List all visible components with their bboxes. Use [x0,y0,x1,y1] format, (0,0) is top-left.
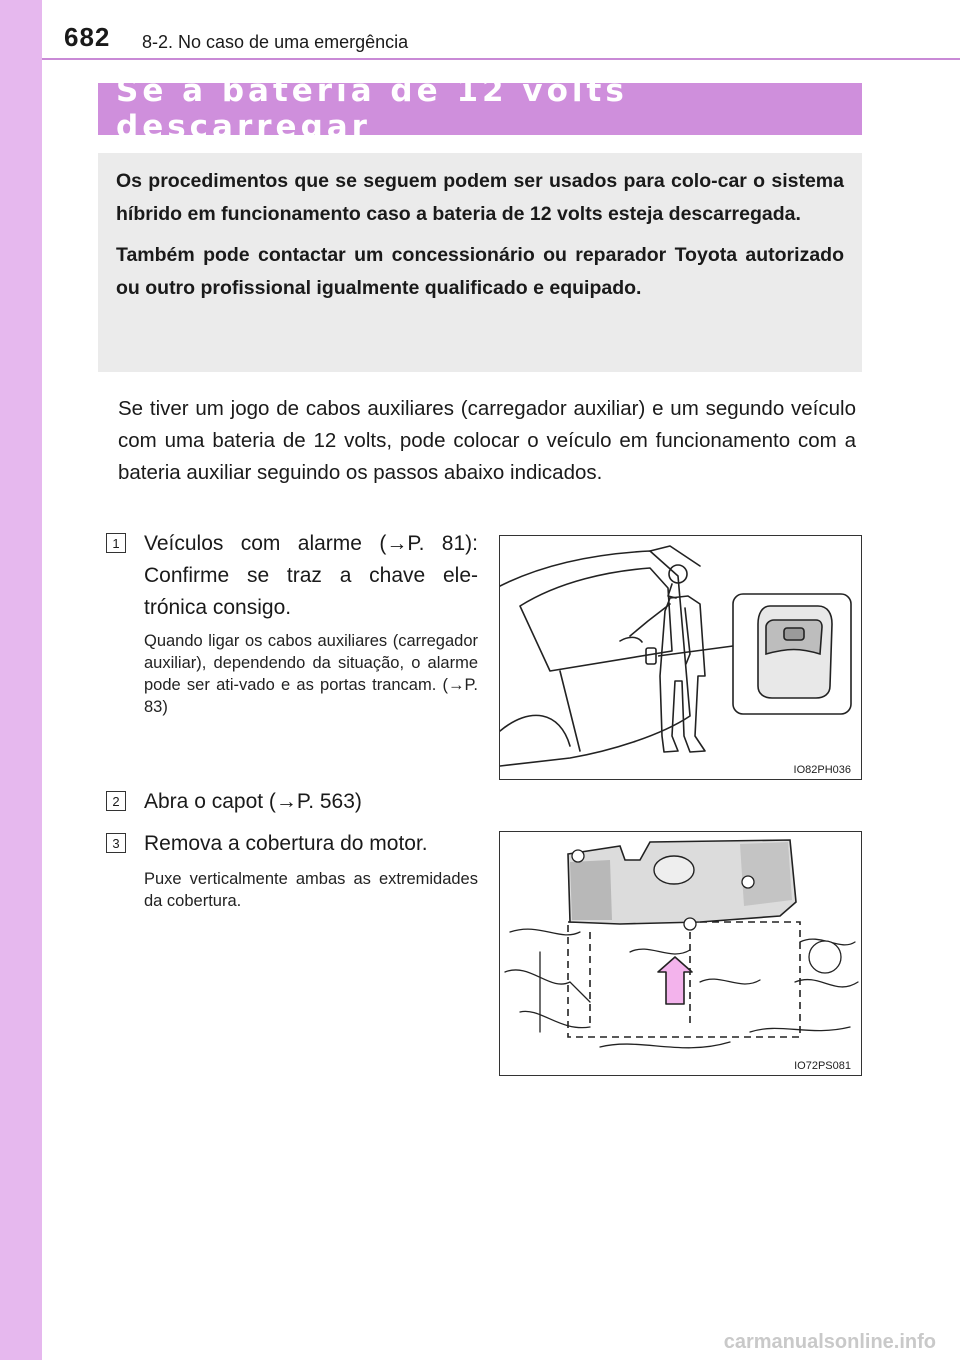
chapter-title: 8-2. No caso de uma emergência [142,32,409,52]
step-1-note: Quando ligar os cabos auxiliares (carregador auxiliar), dependendo da situação, o alarme pode ser ati-vado e as portas trancam. (→P. 83) [144,632,478,716]
body-paragraph: Se tiver um jogo de cabos auxiliares (carregador auxiliar) e um segundo veículo com uma bateria de 12 volts, pode colocar o veículo em funcionamento com a bateria auxiliar seguindo os passos abaixo indicados. [118,397,856,484]
step-3-text: Remova a cobertura do motor. [144,832,428,855]
engine-cover-illustration [500,832,862,1076]
section-title: Se a bateria de 12 volts descarregar [116,73,628,145]
car-door-illustration [500,536,862,780]
figure-electronic-key [499,535,862,780]
watermark: carmanualsonline.info [723,1331,936,1353]
figure-code-3: IO72PS081 [794,1060,851,1072]
section-title-bar [98,73,862,145]
intro-box [98,153,862,372]
step-number-2: 2 [106,791,126,811]
step-2-text: Abra o capot (→P. 563) [144,790,362,813]
figure-code-1: IO82PH036 [793,764,851,776]
step-number-1: 1 [106,533,126,553]
figure-engine-cover [499,831,862,1076]
step-1-text: Veículos com alarme (→P. 81): Confirme se traz a chave ele-trónica consigo. [144,532,478,619]
side-tab-strip [0,0,42,1360]
step-3-note: Puxe verticalmente ambas as extremidades da cobertura. [144,870,478,910]
intro-paragraph-1: Os procedimentos que se seguem podem ser usados para colo-car o sistema híbrido em funcionamento caso a bateria de 12 volts esteja descarregada. [116,170,844,225]
intro-paragraph-2: Também pode contactar um concessionário ou reparador Toyota autorizado ou outro profissional igualmente qualificado e equipado. [116,244,844,299]
header-rule [42,58,960,60]
page-number: 682 [64,22,111,52]
step-number-3: 3 [106,833,126,853]
